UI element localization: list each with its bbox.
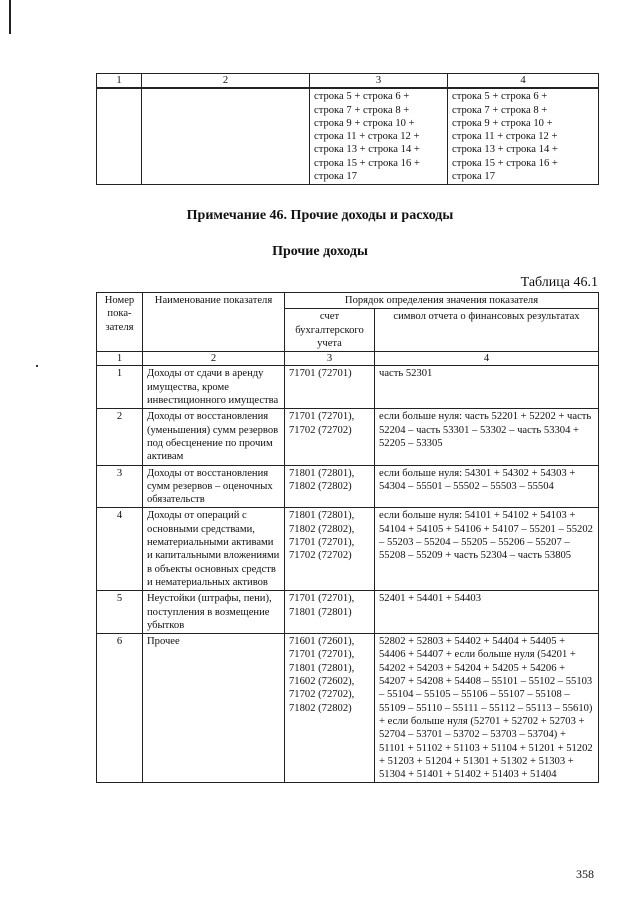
row-account: 71701 (72701), 71801 (72801) bbox=[285, 591, 375, 634]
column-number: 1 bbox=[97, 352, 143, 366]
row-number: 6 bbox=[97, 634, 143, 783]
cell-symbol bbox=[448, 88, 599, 185]
row-account: 71701 (72701) bbox=[285, 366, 375, 409]
row-number: 1 bbox=[97, 366, 143, 409]
row-account: 71701 (72701), 71702 (72702) bbox=[285, 409, 375, 465]
column-number: 3 bbox=[310, 74, 448, 89]
column-number: 4 bbox=[375, 352, 599, 366]
cell-account bbox=[310, 88, 448, 185]
column-number-row bbox=[97, 352, 599, 366]
row-name: Прочее bbox=[143, 634, 285, 783]
continued-table bbox=[96, 73, 599, 185]
cell-line: строка 11 + строка 12 + bbox=[452, 131, 558, 143]
header-row bbox=[97, 293, 599, 309]
table-row bbox=[97, 88, 599, 185]
column-number: 2 bbox=[143, 352, 285, 366]
row-account: 71801 (72801), 71802 (72802), 71701 (72701), 71702 (72702) bbox=[285, 508, 375, 591]
row-symbol: 52802 + 52803 + 54402 + 54404 + 54405 + 54406 + 54407 + если больше нуля (54201 + 54202 + 54203 + 54204 + 54205 + 54206 + 54207 + 54208 + 54408 – 55101 – 55102 – 55103 – 55104 – 55105 – 55106 – 55107 – 55108 – 55109 – 55110 – 55111 – 55112 – 55113 – 55610) + если больше нуля (52701 + 52702 + 52703 + 52704 – 53701 – 53702 – 53703 – 53704) + 51101 + 51102 + 51103 + 51104 + 51201 + 51202 + 51203 + 51204 + 51301 + 51302 + 51303 + 51304 + 51401 + 51402 + 51403 + 51404 bbox=[375, 634, 599, 783]
table-row bbox=[97, 409, 599, 465]
cell-line: строка 11 + строка 12 + bbox=[314, 131, 420, 143]
table-label: Таблица 46.1 bbox=[520, 275, 598, 290]
cell-line: строка 17 bbox=[452, 171, 495, 183]
row-number: 3 bbox=[97, 465, 143, 508]
stray-mark bbox=[36, 365, 38, 367]
header-name: Наименование показателя bbox=[143, 293, 285, 352]
cell-line: строка 17 bbox=[314, 171, 357, 183]
table-row bbox=[97, 508, 599, 591]
row-number: 4 bbox=[97, 508, 143, 591]
row-name: Доходы от восстановления сумм резервов – оценочных обязательств bbox=[143, 465, 285, 508]
other-income-table bbox=[96, 292, 599, 783]
row-symbol: часть 52301 bbox=[375, 366, 599, 409]
column-number: 3 bbox=[285, 352, 375, 366]
cell-line: строка 9 + строка 10 + bbox=[452, 117, 553, 129]
cell-name bbox=[142, 88, 310, 185]
row-number: 2 bbox=[97, 409, 143, 465]
header-procedure: Порядок определения значения показателя bbox=[285, 293, 599, 309]
table-row bbox=[97, 366, 599, 409]
cell-line: строка 13 + строка 14 + bbox=[314, 144, 420, 156]
cell-empty bbox=[97, 88, 142, 185]
table-row bbox=[97, 591, 599, 634]
table-row bbox=[97, 465, 599, 508]
cell-line: строка 15 + строка 16 + bbox=[452, 157, 558, 169]
row-account: 71801 (72801), 71802 (72802) bbox=[285, 465, 375, 508]
row-name: Доходы от сдачи в аренду имущества, кроме инвестиционного имущества bbox=[143, 366, 285, 409]
cell-line: строка 5 + строка 6 + bbox=[452, 91, 548, 103]
row-account: 71601 (72601), 71701 (72701), 71801 (72801), 71602 (72602), 71702 (72702), 71802 (72802) bbox=[285, 634, 375, 783]
row-symbol: если больше нуля: 54101 + 54102 + 54103 + 54104 + 54105 + 54106 + 54107 – 55201 – 55202 – 55203 – 55204 – 55205 – 55206 – 55207 – 55208 – 55209 + часть 52304 – часть 53805 bbox=[375, 508, 599, 591]
table-row bbox=[97, 634, 599, 783]
header-account: счет бухгалтерского учета bbox=[285, 309, 375, 352]
header-symbol: символ отчета о финансовых результатах bbox=[375, 309, 599, 352]
section-title: Прочие доходы bbox=[272, 244, 368, 259]
row-symbol: если больше нуля: 54301 + 54302 + 54303 + 54304 – 55501 – 55502 – 55503 – 55504 bbox=[375, 465, 599, 508]
cell-line: строка 9 + строка 10 + bbox=[314, 117, 415, 129]
row-symbol: 52401 + 54401 + 54403 bbox=[375, 591, 599, 634]
note-title: Примечание 46. Прочие доходы и расходы bbox=[186, 208, 454, 223]
header-number: Номер пока-зателя bbox=[97, 293, 143, 352]
cell-line: строка 13 + строка 14 + bbox=[452, 144, 558, 156]
row-symbol: если больше нуля: часть 52201 + 52202 + часть 52204 – часть 53301 – 53302 – часть 53304 + 52205 – 53305 bbox=[375, 409, 599, 465]
row-number: 5 bbox=[97, 591, 143, 634]
cell-line: строка 5 + строка 6 + bbox=[314, 91, 410, 103]
column-number: 2 bbox=[142, 74, 310, 89]
cell-line: строка 7 + строка 8 + bbox=[452, 104, 548, 116]
row-name: Неустойки (штрафы, пени), поступления в возмещение убытков bbox=[143, 591, 285, 634]
row-name: Доходы от восстановления (уменьшения) сумм резервов под обесценение по прочим активам bbox=[143, 409, 285, 465]
column-number: 1 bbox=[97, 74, 142, 89]
margin-bar bbox=[9, 0, 11, 34]
column-number: 4 bbox=[448, 74, 599, 89]
column-number-row bbox=[97, 74, 599, 89]
page-number: 358 bbox=[576, 867, 594, 881]
cell-line: строка 15 + строка 16 + bbox=[314, 157, 420, 169]
row-name: Доходы от операций с основными средствами, нематериальными активами и капитальными вложениями в объекты основных средств и нематериальных активов bbox=[143, 508, 285, 591]
cell-line: строка 7 + строка 8 + bbox=[314, 104, 410, 116]
